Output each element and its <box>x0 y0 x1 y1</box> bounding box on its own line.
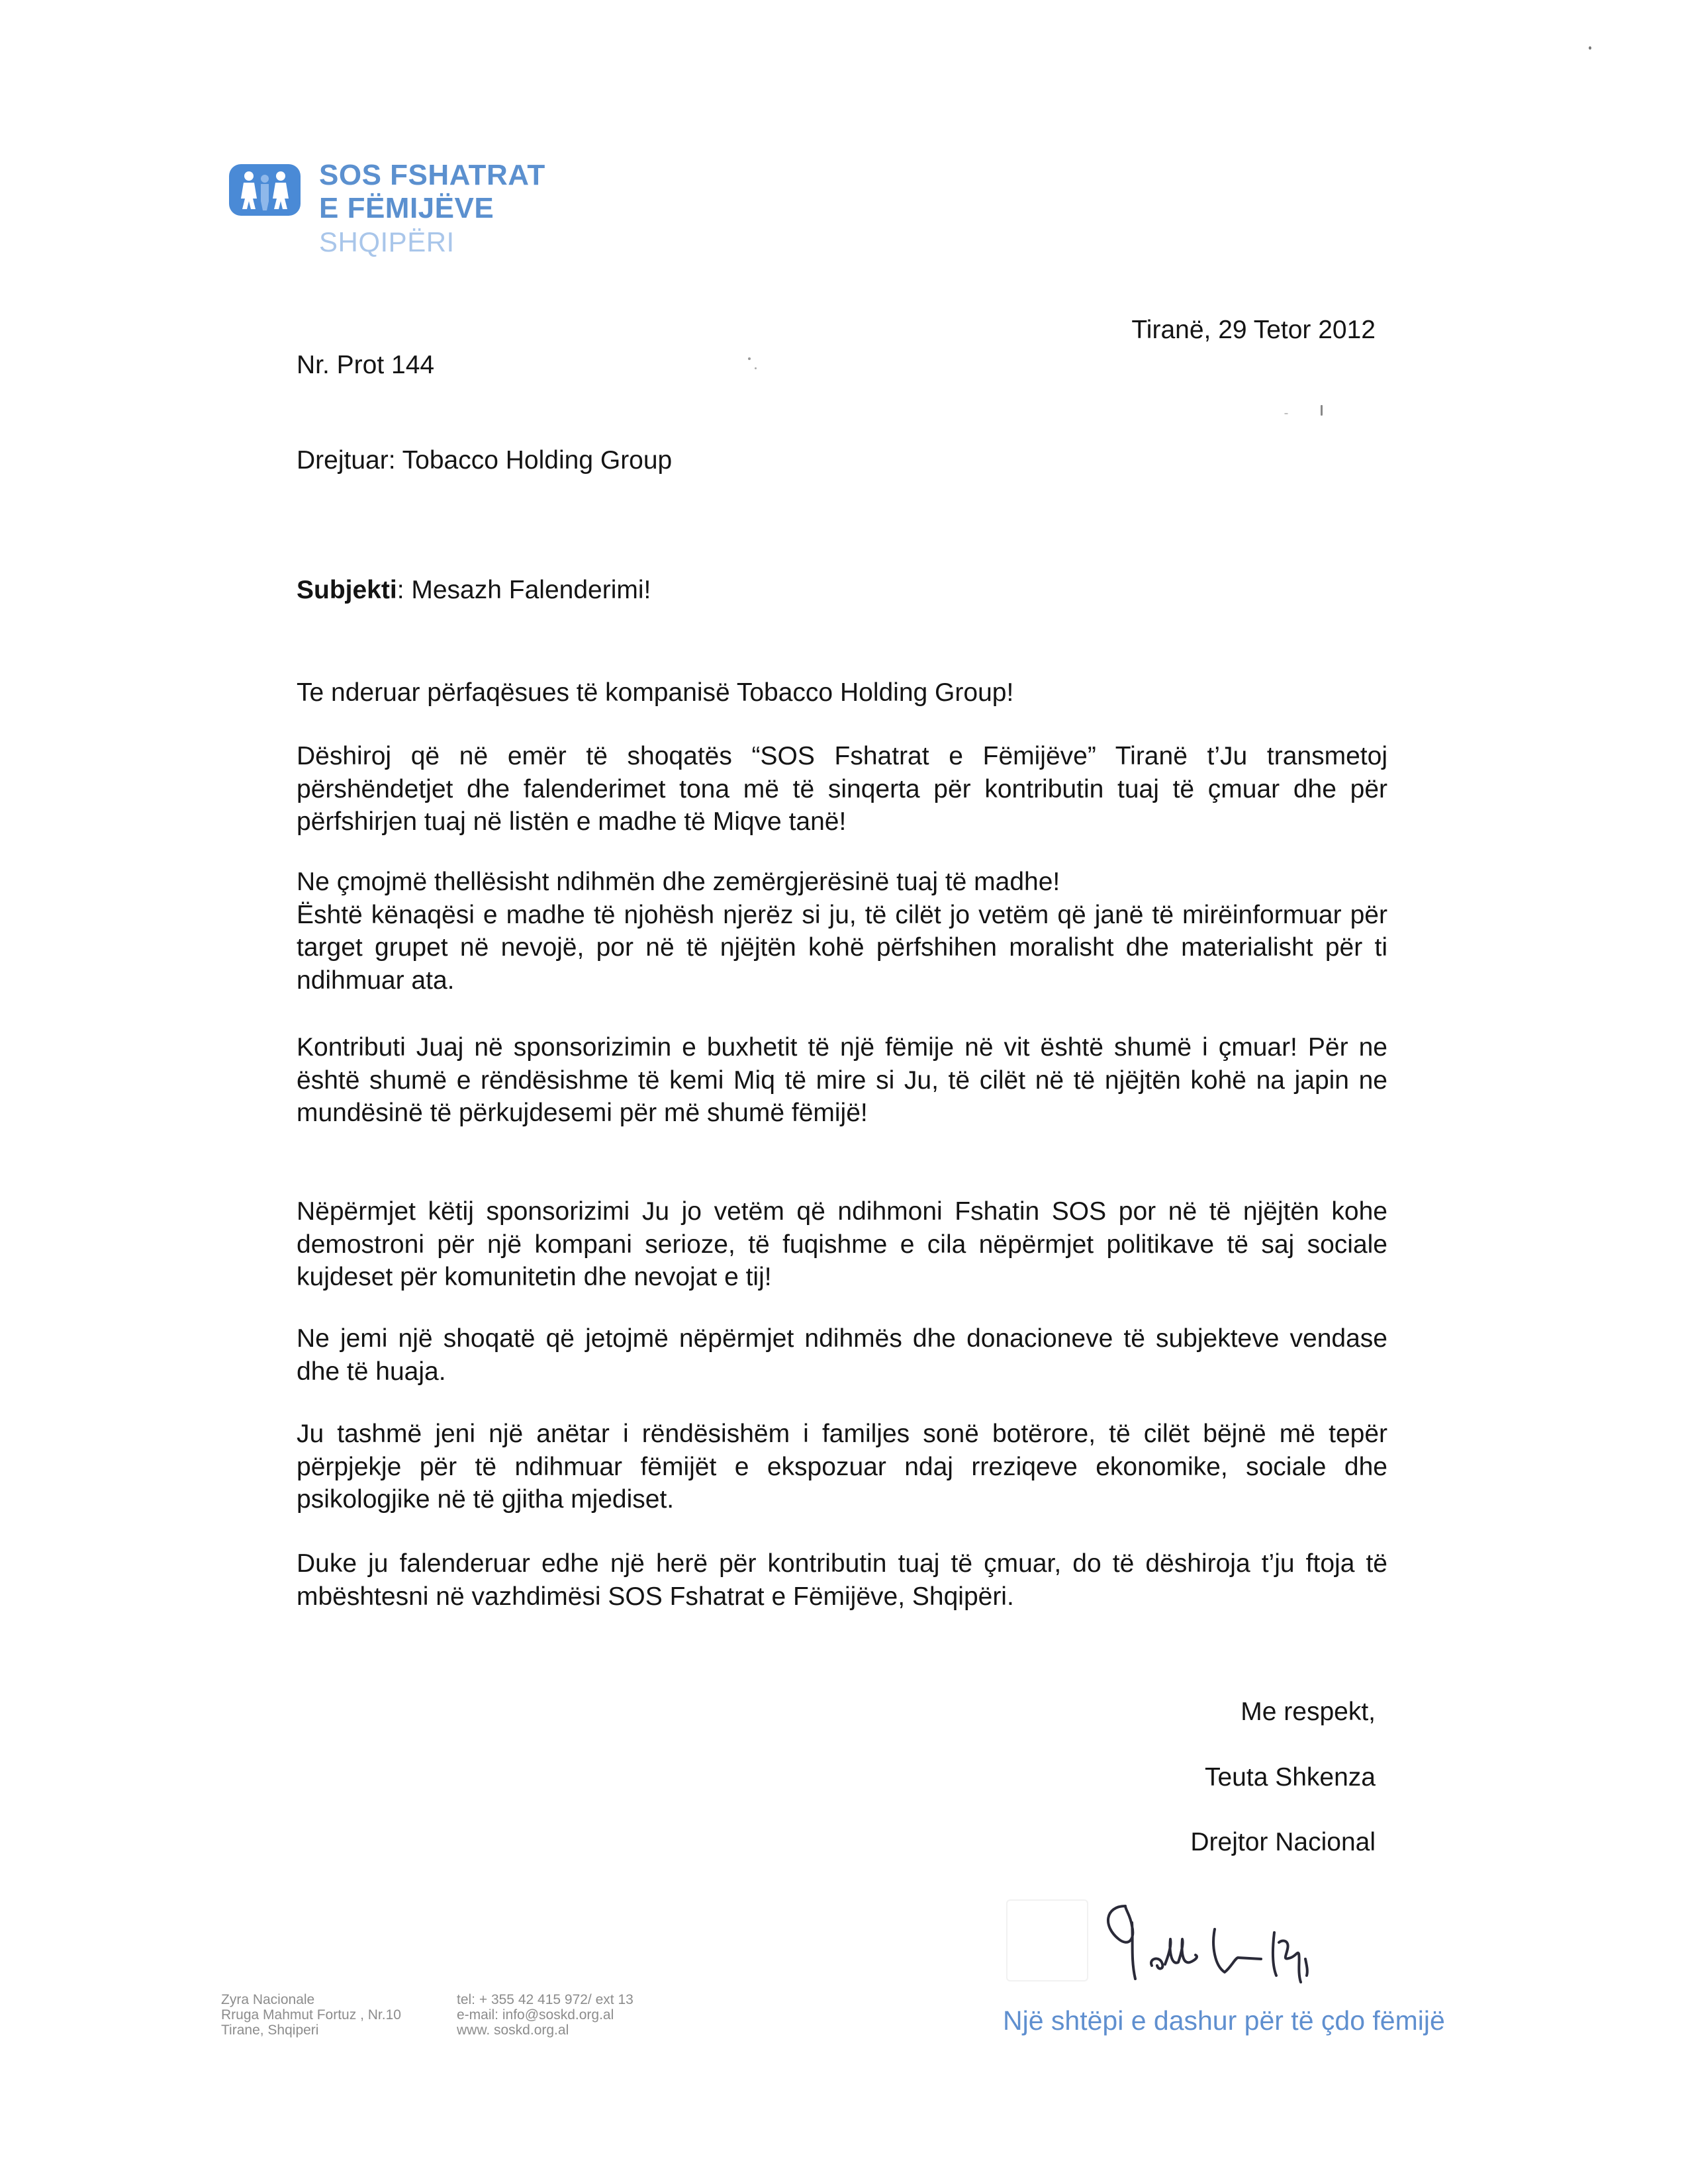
body-paragraph <box>297 866 1387 997</box>
body-paragraph: Ju tashmë jeni një anëtar i rëndësishëm i familjes sonë botërore, të cilët bëjnë më tepër përpjekje për të ndihmuar fëmijët e ekspozuar ndaj rreziqeve ekonomike, sociale dhe psikologjike në të gjitha mjediset. <box>297 1420 1387 1514</box>
subject-text: : Mesazh Falenderimi! <box>397 576 651 604</box>
scan-artifact <box>1321 405 1323 416</box>
footer-office: Zyra Nacionale <box>221 1992 315 2007</box>
subject-line <box>297 576 651 605</box>
body-paragraph: Dëshiroj që në emër të shoqatës “SOS Fshatrat e Fëmijëve” Tiranë t’Ju transmetoj përshëndetjet dhe falenderimet tona më të sinqerta për kontributin tuaj të çmuar dhe për përfshirjen tuaj në listën e madhe të Miqve tanë! <box>297 742 1387 836</box>
signatory-name: Teuta Shkenza <box>1204 1763 1376 1792</box>
body-paragraph: Duke ju falenderuar edhe një herë për kontributin tuaj të çmuar, do të dëshiroja t’ju ftoja të mbështesni në vazhdimësi SOS Fshatrat e Fëmijëve, Shqipëri. <box>297 1549 1387 1611</box>
letter-date: Tiranë, 29 Tetor 2012 <box>1131 316 1376 344</box>
body-paragraph-line: Ne çmojmë thellësisht ndihmën dhe zemërgjerësinë tuaj të madhe! <box>297 868 1060 896</box>
footer-email[interactable]: e-mail: info@soskd.org.al <box>457 2007 614 2023</box>
logo-text-line3: SHQIPËRI <box>319 226 455 257</box>
faint-stamp-outline <box>1006 1899 1088 1981</box>
salutation: Te nderuar përfaqësues të kompanisë Tobacco Holding Group! <box>297 678 1014 707</box>
scan-artifact <box>1589 46 1591 50</box>
footer-city: Tirane, Shqiperi <box>221 2023 319 2038</box>
signatory-title: Drejtor Nacional <box>1190 1828 1376 1856</box>
subject-label: Subjekti <box>297 576 397 604</box>
scan-artifact <box>755 367 757 369</box>
scan-artifact <box>748 357 751 360</box>
body-paragraph: Ne jemi një shoqatë që jetojmë nëpërmjet ndihmës dhe donacioneve të subjekteve vendase dhe të huaja. <box>297 1324 1387 1386</box>
footer-street: Rruga Mahmut Fortuz , Nr.10 <box>221 2007 401 2023</box>
logo-text-line1: SOS FSHATRAT <box>319 159 545 191</box>
signature-icon <box>1099 1893 1443 1992</box>
protocol-number: Nr. Prot 144 <box>297 351 435 379</box>
body-paragraph-line: Është kënaqësi e madhe të njohësh njerëz si ju, të cilët jo vetëm që janë të mirëinformuar për target grupet në nevojë, por në të njëjtën kohë përfshihen moralisht dhe materialisht për ti ndihmuar ata. <box>297 900 1387 995</box>
closing-regards: Me respekt, <box>1241 1698 1376 1726</box>
footer-address <box>221 1992 401 2038</box>
body-paragraph: Kontributi Juaj në sponsorizimin e buxhetit të një fëmije në vit është shumë i çmuar! Për ne është shumë e rëndësishme të kemi Miq të mire si Ju, të cilët në të njëjtën kohë na japin ne mundësinë të përkujdesemi për më shumë fëmijë! <box>297 1033 1387 1127</box>
recipient-line: Drejtuar: Tobacco Holding Group <box>297 446 673 475</box>
sos-logo-icon <box>229 164 301 216</box>
footer-contact <box>457 1992 633 2038</box>
scan-artifact <box>1284 413 1288 414</box>
logo-text-line2: E FËMIJËVE <box>319 192 494 224</box>
footer-tagline: Një shtëpi e dashur për të çdo fëmijë <box>1003 2005 1445 2036</box>
body-paragraph: Nëpërmjet këtij sponsorizimi Ju jo vetëm që ndihmoni Fshatin SOS por në të njëjtën kohe demostroni për një kompani serioze, të fuqishme e cila nëpërmjet politikave të saj sociale kujdeset për komunitetin dhe nevojat e tij! <box>297 1197 1387 1291</box>
footer-website[interactable]: www. soskd.org.al <box>457 2023 569 2038</box>
footer-phone: tel: + 355 42 415 972/ ext 13 <box>457 1992 633 2007</box>
